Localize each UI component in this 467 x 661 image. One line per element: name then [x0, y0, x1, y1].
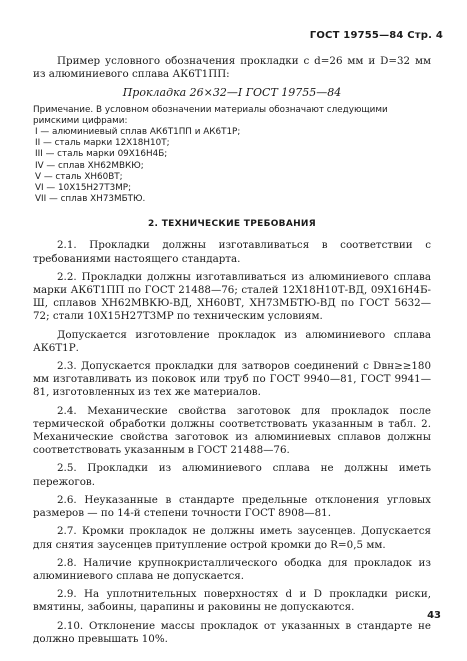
paragraph: Допускается изготовление прокладок из алюминиевого сплава АК6Т1Р. — [33, 328, 431, 354]
paragraph: 2.10. Отклонение массы прокладок от указанных в стандарте не должно превышать 10%. — [33, 619, 431, 645]
paragraph: 2.8. Наличие крупнокристаллического ободка для прокладок из алюминиевого сплава не допускается. — [33, 556, 431, 582]
paragraph: 2.3. Допускается прокладки для затворов соединений с Dвн≥≥180 мм изготавливать из поковок или труб по ГОСТ 9940—81, ГОСТ 9941—81, изготовленных из тех же материалов. — [33, 360, 431, 399]
note-block — [33, 105, 431, 206]
note-item: I — алюминиевый сплав АК6Т1ПП и АК6Т1Р; — [35, 127, 241, 138]
note-item: VI — 10Х15Н27Т3МР; — [35, 183, 132, 194]
paragraph: 2.7. Кромки прокладок не должны иметь заусенцев. Допускается для снятия заусенцев притупление острой кромки до R=0,5 мм. — [33, 525, 431, 551]
note-item: III — сталь марки 09Х16Н4Б; — [35, 149, 168, 160]
example-designation: Прокладка 26×32—I ГОСТ 19755—84 — [122, 86, 342, 100]
paragraph: 2.2. Прокладки должны изготавливаться из алюминиевого сплава марки АК6Т1ПП по ГОСТ 21488—76; сталей 12Х18Н10Т-ВД, 09Х16Н4Б-Ш, сплавов ХН62МВКЮ-ВД, ХН60ВТ, ХН73МБТЮ-ВД по ГОСТ 5632—72; стали 10Х15Н27Т3МР по техническим условиям. — [33, 270, 431, 323]
paragraph: 2.5. Прокладки из алюминиевого сплава не должны иметь пережогов. — [33, 462, 431, 488]
paragraph: 2.9. На уплотнительных поверхностях d и D прокладки риски, вмятины, забоины, царапины и раковины не допускаются. — [33, 588, 431, 614]
paragraph: 2.6. Неуказанные в стандарте предельные отклонения угловых размеров — по 14-й степени точности ГОСТ 8908—81. — [33, 493, 431, 520]
note-item: V — сталь ХН60ВТ; — [35, 171, 123, 182]
section-title: 2. ТЕХНИЧЕСКИЕ ТРЕБОВАНИЯ — [147, 219, 316, 230]
example-lead: Пример условного обозначения прокладки с d=26 мм и D=32 мм из алюминиевого сплава АК6Т1ПП: — [33, 55, 431, 81]
page-content — [33, 55, 431, 646]
paragraph: 2.4. Механические свойства заготовок для прокладок после термической обработки должны соответствовать указанным в табл. 2. Механические свойства заготовок из алюминиевых сплавов должны соответствовать указанным в ГОСТ 21488—76. — [33, 404, 431, 457]
note-item: IV — сплав ХН62МВКЮ; — [35, 160, 144, 171]
note-item: II — сталь марки 12Х18Н10Т; — [35, 138, 170, 149]
page-header: ГОСТ 19755—84 Стр. 4 — [309, 30, 443, 41]
note-title: Примечание. В условном обозначении материалы обозначают следующими римскими цифрами: — [33, 104, 388, 126]
page-number: 43 — [427, 610, 441, 621]
note-item: VII — сплав ХН73МБТЮ. — [35, 194, 146, 205]
paragraph: 2.1. Прокладки должны изготавливаться в соответствии с требованиями настоящего стандарта. — [33, 239, 431, 265]
